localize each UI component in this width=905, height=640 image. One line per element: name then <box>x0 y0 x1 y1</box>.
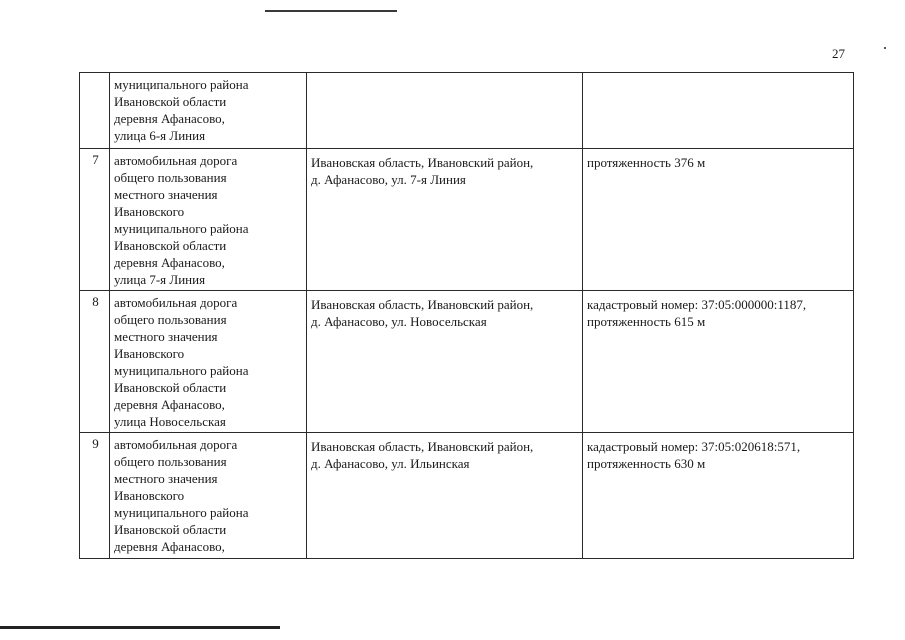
road-name-line: местного значения <box>114 329 218 344</box>
road-name-line: Ивановской области <box>114 522 227 537</box>
road-registry-body <box>80 73 854 559</box>
road-name-cell <box>110 291 307 433</box>
road-name-cell <box>110 73 307 149</box>
characteristics <box>587 151 849 171</box>
row-number: 8 <box>92 294 99 309</box>
road-name-line: автомобильная дорога <box>114 437 238 452</box>
road-name-line: улица 7-я Линия <box>114 272 206 287</box>
characteristics-line: протяженность 630 м <box>587 456 706 471</box>
road-registry-table <box>79 72 854 559</box>
row-number: 7 <box>92 152 99 167</box>
road-name-line: местного значения <box>114 471 218 486</box>
road-name-line: Ивановского <box>114 346 185 361</box>
road-name-cell <box>110 433 307 559</box>
road-name-line: автомобильная дорога <box>114 295 238 310</box>
address-line: Ивановская область, Ивановский район, <box>311 297 534 312</box>
characteristics-cell <box>583 149 854 291</box>
road-name-line: общего пользования <box>114 312 227 327</box>
row-number-cell <box>80 433 110 559</box>
characteristics-line: протяженность 615 м <box>587 314 706 329</box>
road-name-line: муниципального района <box>114 77 249 92</box>
address-line: Ивановская область, Ивановский район, <box>311 155 534 170</box>
road-name-line: автомобильная дорога <box>114 153 238 168</box>
road-name-line: улица Новосельская <box>114 414 226 429</box>
address-cell <box>307 73 583 149</box>
table-row <box>80 433 854 559</box>
road-name-line: Ивановского <box>114 204 185 219</box>
road-name-line: Ивановской области <box>114 380 227 395</box>
scan-artifact-top-line <box>265 10 397 12</box>
road-name-line: деревня Афанасово, <box>114 255 225 270</box>
address-line: д. Афанасово, ул. Новосельская <box>311 314 487 329</box>
road-name <box>114 293 302 430</box>
characteristics <box>587 435 849 472</box>
road-name <box>114 435 302 555</box>
address-cell <box>307 291 583 433</box>
road-name-line: муниципального района <box>114 505 249 520</box>
address-line: д. Афанасово, ул. 7-я Линия <box>311 172 466 187</box>
road-name-line: Ивановской области <box>114 238 227 253</box>
address-cell <box>307 433 583 559</box>
characteristics-line: кадастровый номер: 37:05:020618:571, <box>587 439 801 454</box>
road-name-line: Ивановского <box>114 488 185 503</box>
road-name-line: муниципального района <box>114 363 249 378</box>
address-cell <box>307 149 583 291</box>
table-row <box>80 149 854 291</box>
characteristics-line: кадастровый номер: 37:05:000000:1187, <box>587 297 807 312</box>
road-name-line: деревня Афанасово, <box>114 397 225 412</box>
road-name-line: улица 6-я Линия <box>114 128 206 143</box>
page-number: 27 <box>832 46 845 61</box>
address <box>311 293 578 330</box>
road-name <box>114 151 302 288</box>
road-name-line: деревня Афанасово, <box>114 111 225 126</box>
road-name <box>114 75 302 144</box>
row-number-cell <box>80 73 110 149</box>
scan-artifact-dot <box>884 47 886 49</box>
table-row <box>80 291 854 433</box>
row-number-cell <box>80 149 110 291</box>
address <box>311 151 578 188</box>
address-line: д. Афанасово, ул. Ильинская <box>311 456 470 471</box>
row-number-cell <box>80 291 110 433</box>
characteristics <box>587 293 849 330</box>
road-name-line: общего пользования <box>114 454 227 469</box>
characteristics-cell <box>583 291 854 433</box>
address-line: Ивановская область, Ивановский район, <box>311 439 534 454</box>
road-name-line: деревня Афанасово, <box>114 539 225 554</box>
road-name-line: Ивановской области <box>114 94 227 109</box>
row-number: 9 <box>92 436 99 451</box>
characteristics-line: протяженность 376 м <box>587 155 706 170</box>
characteristics-cell <box>583 433 854 559</box>
address <box>311 435 578 472</box>
road-name-line: муниципального района <box>114 221 249 236</box>
road-name-line: общего пользования <box>114 170 227 185</box>
scan-artifact-bottom-line <box>0 626 280 629</box>
table-row <box>80 73 854 149</box>
characteristics-cell <box>583 73 854 149</box>
road-name-line: местного значения <box>114 187 218 202</box>
road-name-cell <box>110 149 307 291</box>
